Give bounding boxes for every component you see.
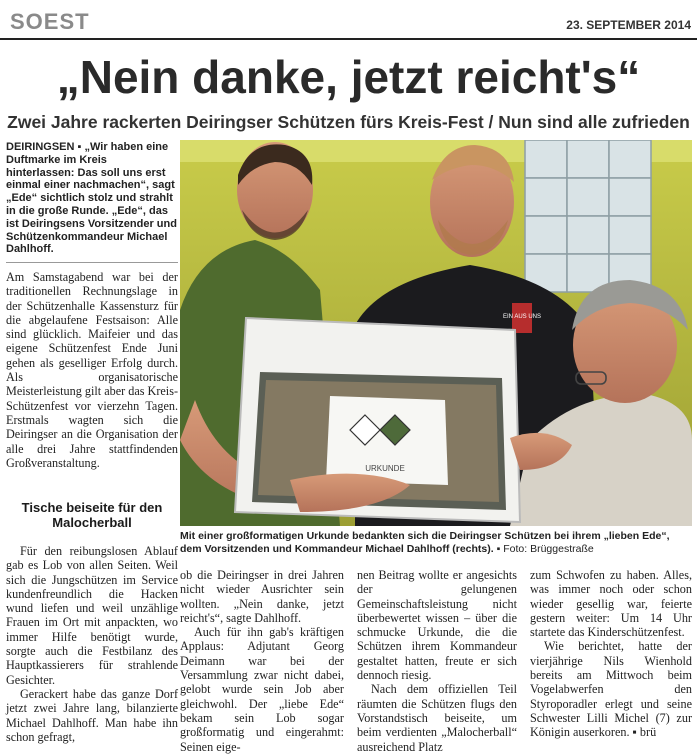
article-column-3 <box>357 568 517 754</box>
dateline-place: DEIRINGSEN <box>6 141 75 153</box>
article-column-1 <box>6 270 178 470</box>
certificate-title: URKUNDE <box>365 464 405 473</box>
article-column-2 <box>180 568 344 754</box>
lead-divider <box>6 262 178 263</box>
column1-paragraph: Gerackert habe das ganze Dorf jetzt zwei Jahre lang, bilanzierte Michael Dahlhoff. Man habe ihn schon gefragt, <box>6 686 178 744</box>
column3-paragraph: nen Beitrag wollte er angesichts der gelungenen Gemeinschaftsleistung nicht überbewertet wissen – über die schmucke Urkunde, die die Schützen ihrem Kommandeur gestaltet hatten, freute er sich dennoch riesig. <box>357 568 517 683</box>
page-header <box>0 0 697 38</box>
shirt-print: EIN AUS UNS <box>502 314 542 320</box>
glass-block-window <box>525 140 651 292</box>
intertitle: Tische beiseite für den Malocherball <box>21 500 163 530</box>
article-column-4 <box>530 568 692 740</box>
photo-illustration <box>180 140 692 526</box>
caption-text: Mit einer großformatigen Urkunde bedankten sich die Deiringser Schützen bei ihrem „lieben Ede“, dem Vorsitzenden und Kommandeur Michael Dahlhoff (rechts). <box>180 530 670 555</box>
column2-paragraph: ob die Deiringser in drei Jahren nicht wieder Ausrichter sein wollten. „Nein danke, jetzt reicht's“, sagte Dahlhoff. <box>180 568 344 625</box>
column2-paragraph: Auch für ihn gab's kräftigen Applaus: Adjutant Georg Deimann war bei der Versammlung zwar nicht dabei, gelobt wurde sein Job aber gleichwohl. Der „liebe Ede“ bekam sein Lob sogar großformatig und eingerahmt: Seinen eige- <box>180 625 344 754</box>
column1-paragraph: Für den reibungslosen Ablauf gab es Lob von allen Seiten. Weil sich die Jungschützen im Service kundenfreundlich die Hacken wund liefen und weil unzählige Frauen im Ort mit anpackten, wo immer Hilfe benötigt wurde, sorgte auch die Festbilanz des Hauptkassierers für strahlende Gesichter. <box>6 544 178 687</box>
header-rule <box>0 38 697 40</box>
article-photo <box>180 140 692 526</box>
column3-paragraph: Nach dem offiziellen Teil räumten die Schützen flugs den Vorstandstisch beiseite, um beim verdienten „Malocherball“ ausreichend Platz <box>357 682 517 754</box>
article-column-1b <box>6 544 178 744</box>
photo-caption <box>180 530 692 556</box>
section-label: SOEST <box>10 9 90 34</box>
photo-credit: ▪ Foto: Brüggestraße <box>493 543 594 555</box>
column4-paragraph: Wie berichtet, hatte der vierjährige Nils Wienhold bereits am Mittwoch beim Vogelabwerfen den Styroporadler erlegt und seine Schwester Lilli Michel (7) zur Königin auserkoren. ▪ brü <box>530 639 692 740</box>
headline: „Nein danke, jetzt reicht's“ <box>56 51 641 103</box>
subheadline: Zwei Jahre rackerten Deiringser Schützen fürs Kreis-Fest / Nun sind alle zufrieden <box>7 112 690 132</box>
lead-text: ▪ „Wir haben eine Duftmarke im Kreis hinterlassen: Das soll uns erst einmal einer nachmachen“, sagt „Ede“ sichtlich stolz und strahlt in die große Runde. „Ede“, das ist Deiringsens Vorsitzender und Schützenkommandeur Michael Dahlhoff. <box>6 141 177 256</box>
column4-paragraph: zum Schwofen zu haben. Alles, was immer noch oder schon wieder gesellig war, feierte gestern weiter: Um 14 Uhr startete das Kinderschützenfest. <box>530 568 692 640</box>
issue-date: 23. SEPTEMBER 2014 <box>566 18 691 32</box>
lead-paragraph <box>6 141 178 256</box>
column1-paragraph: Am Samstagabend war bei der traditionellen Rechnungslage in der Schützenhalle Kassensturz für die abgelaufene Festsaison: Alle sind glücklich. Maifeier und das eigene Schützenfest Ende Juni gehen als geselliger Erfolg durch. Als organisatorische Meisterleistung gilt aber das Kreis-Schützenfest vor vierzehn Tagen. Erstmals wagten sich die Deiringser an die Organisation der alle drei Jahre stattfindenden Großveranstaltung. <box>6 270 178 470</box>
